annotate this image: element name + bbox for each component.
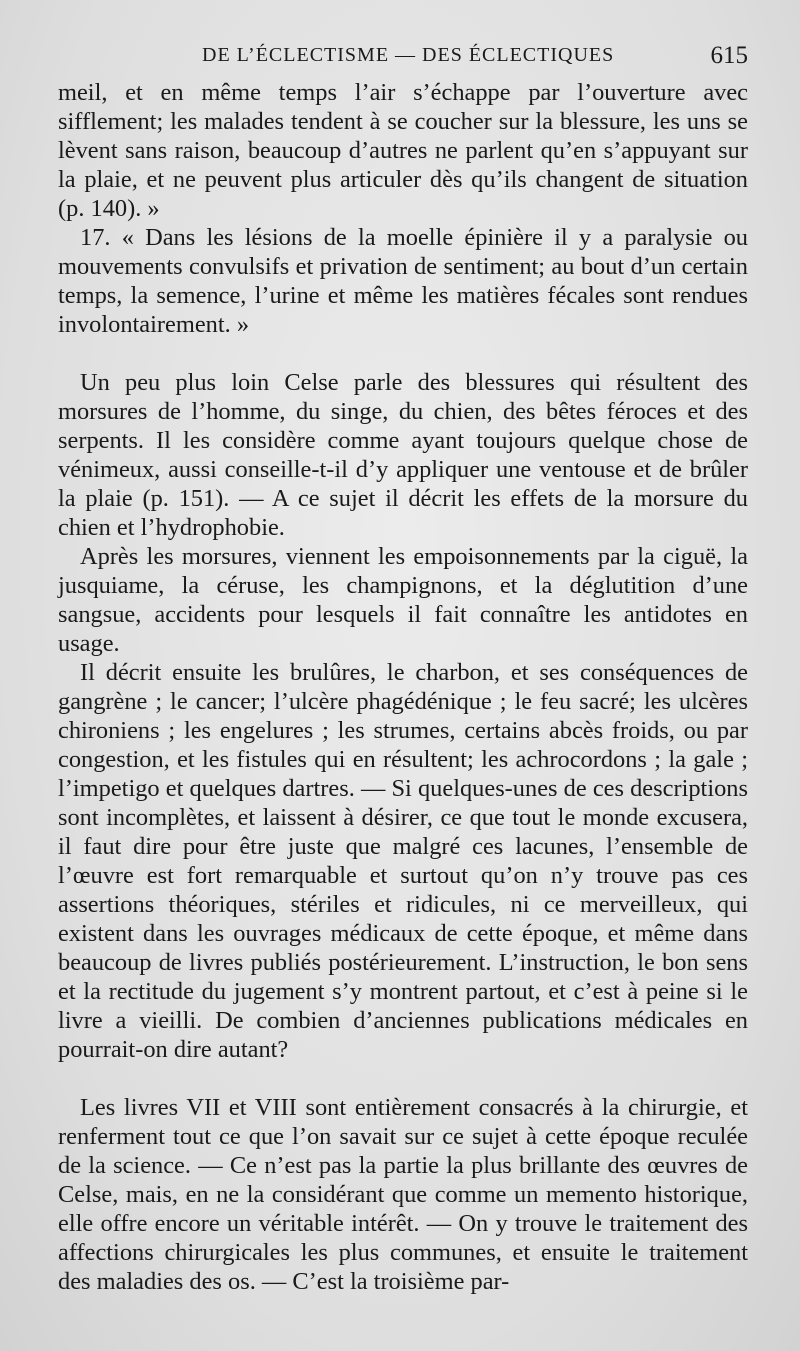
page-number: 615: [710, 42, 748, 69]
paragraph-spacer: [58, 339, 748, 368]
paragraph-morsures: Un peu plus loin Celse parle des blessures qui résultent des morsures de l’homme, du singe, du chien, des bêtes féroces et des serpents. Il les considère comme ayant toujours quelque chose de vénimeux, aussi conseille-t-il d’y appliquer une ventouse et de brûler la plaie (p. 151). — A ce sujet il décrit les effets de la morsure du chien et l’hydrophobie.: [58, 369, 748, 541]
paragraph-spacer: [58, 1064, 748, 1093]
paragraph-quote-17: 17. « Dans les lésions de la moelle épinière il y a paralysie ou mouvements convulsifs et privation de sentiment; au bout d’un certain temps, la semence, l’urine et même les matières fécales sont rendues involontairement. »: [58, 224, 748, 338]
page-header: [58, 42, 748, 78]
body-text: [58, 78, 748, 1296]
paragraph-livres-vii-viii: Les livres VII et VIII sont entièrement consacrés à la chirurgie, et renferment tout ce que l’on savait sur ce sujet à cette époque reculée de la science. — Ce n’est pas la partie la plus brillante des œuvres de Celse, mais, en ne la considérant que comme un memento historique, elle offre encore un véritable intérêt. — On y trouve le traitement des affections chirurgicales les plus communes, et ensuite le traitement des maladies des os. — C’est la troisième par-: [58, 1094, 748, 1295]
paragraph-continuation: meil, et en même temps l’air s’échappe par l’ouverture avec sifflement; les malades tendent à se coucher sur la blessure, les uns se lèvent sans raison, beaucoup d’autres ne parlent qu’en s’appuyant sur la plaie, et ne peuvent plus articuler dès qu’ils changent de situation (p. 140). »: [58, 79, 748, 222]
paragraph-brulures: Il décrit ensuite les brulûres, le charbon, et ses conséquences de gangrène ; le cancer; l’ulcère phagédénique ; le feu sacré; les ulcères chironiens ; les engelures ; les strumes, certains abcès froids, ou par congestion, et les fistules qui en résultent; les achrocordons ; la gale ; l’impetigo et quelques dartres. — Si quelques-unes de ces descriptions sont incomplètes, et laissent à désirer, ce que tout le monde excusera, il faut dire pour être juste que malgré ces lacunes, l’ensemble de l’œuvre est fort remarquable et surtout qu’on n’y trouve pas ces assertions théoriques, stériles et ridicules, ni ce merveilleux, qui existent dans les ouvrages médicaux de cette époque, et même dans beaucoup de livres publiés postérieurement. L’instruction, le bon sens et la rectitude du jugement s’y montrent partout, et c’est à peine si le livre a vieilli. De combien d’anciennes publications médicales en pourrait-on dire autant?: [58, 659, 748, 1063]
paragraph-empoisonnements: Après les morsures, viennent les empoisonnements par la ciguë, la jusquiame, la céruse, les champignons, et la déglutition d’une sangsue, accidents pour lesquels il fait connaître les antidotes en usage.: [58, 543, 748, 657]
running-title: DE L’ÉCLECTISME — DES ÉCLECTIQUES: [202, 44, 615, 66]
